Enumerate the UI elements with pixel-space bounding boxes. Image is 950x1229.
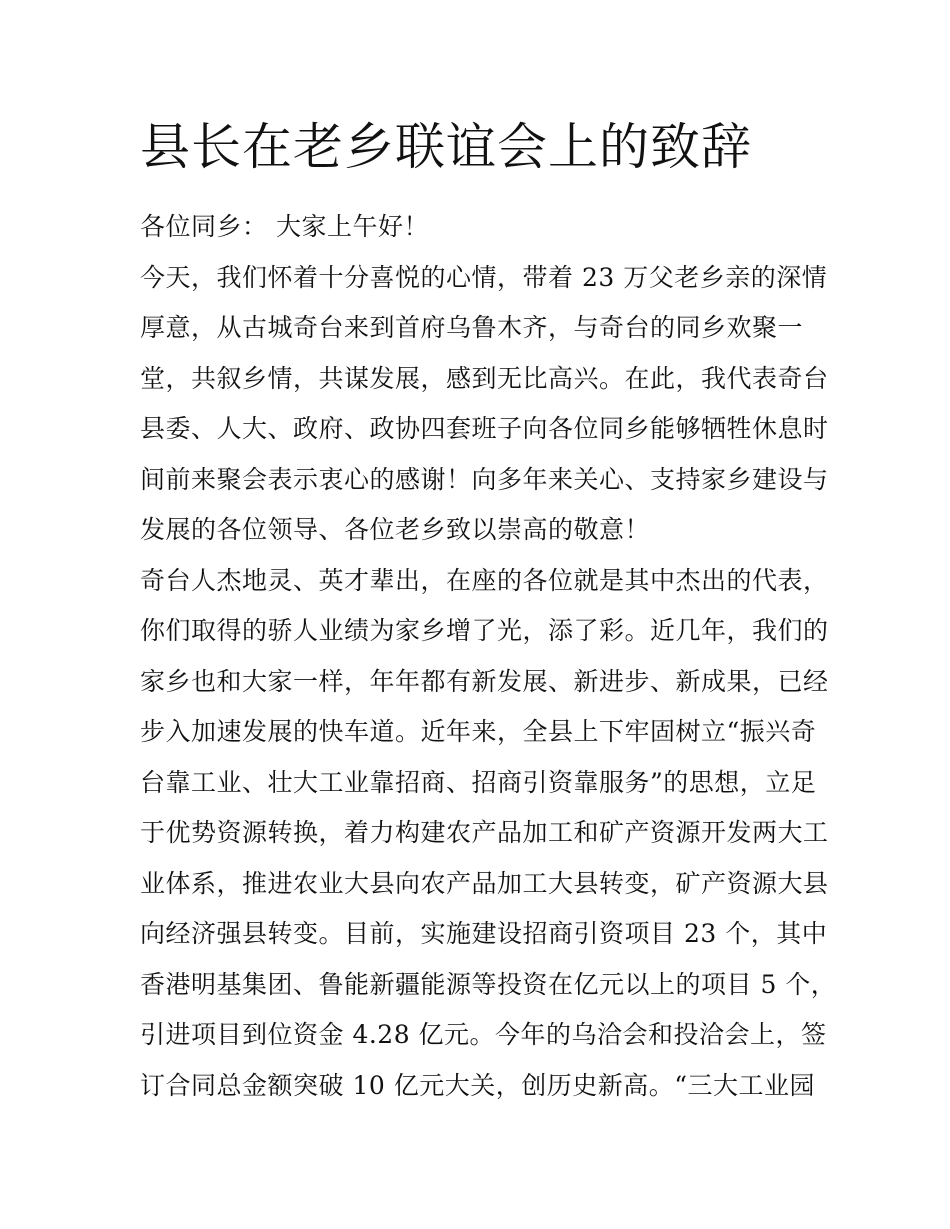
- text-line: 奇台人杰地灵、英才辈出，在座的各位就是其中杰出的代表，: [140, 565, 829, 595]
- text-line: 引进项目到位资金 4.28 亿元。今年的乌洽会和投洽会上，签: [140, 1020, 827, 1049]
- text-line: 订合同总金额突破 10 亿元大关，创历史新高。“三大工业园: [140, 1070, 815, 1100]
- text-line: 发展的各位领导、各位老乡致以崇高的敬意！: [140, 515, 651, 544]
- document-body: [140, 202, 837, 1111]
- text-line: 于优势资源转换，着力构建农产品加工和矿产资源开发两大工: [140, 818, 829, 847]
- text-line: 堂，共叙乡情，共谋发展，感到无比高兴。在此，我代表奇台: [140, 363, 829, 393]
- text-line: 业体系，推进农业大县向农产品加工大县转变，矿产资源大县: [140, 868, 829, 898]
- text-line: 香港明基集团、鲁能新疆能源等投资在亿元以上的项目 5 个，: [140, 969, 837, 999]
- text-line: 各位同乡： 大家上午好！: [140, 212, 429, 241]
- text-line: 县委、人大、政府、政协四套班子向各位同乡能够牺牲休息时: [140, 414, 829, 443]
- text-line: 你们取得的骄人业绩为家乡增了光，添了彩。近几年，我们的: [140, 616, 829, 645]
- text-line: 家乡也和大家一样，年年都有新发展、新进步、新成果，已经: [140, 666, 829, 696]
- text-line: 步入加速发展的快车道。近年来，全县上下牢固树立“振兴奇: [140, 717, 817, 746]
- text-line: 今天，我们怀着十分喜悦的心情，带着 23 万父老乡亲的深情: [140, 262, 828, 292]
- text-line: 向经济强县转变。目前，实施建设招商引资项目 23 个，其中: [140, 919, 828, 948]
- text-line: 台靠工业、壮大工业靠招商、招商引资靠服务”的思想，立足: [140, 767, 817, 797]
- document-title: 县长在老乡联谊会上的致辞: [140, 118, 752, 176]
- text-line: 间前来聚会表示衷心的感谢！向多年来关心、支持家乡建设与: [140, 464, 829, 494]
- text-line: 厚意，从古城奇台来到首府乌鲁木齐，与奇台的同乡欢聚一: [140, 313, 804, 342]
